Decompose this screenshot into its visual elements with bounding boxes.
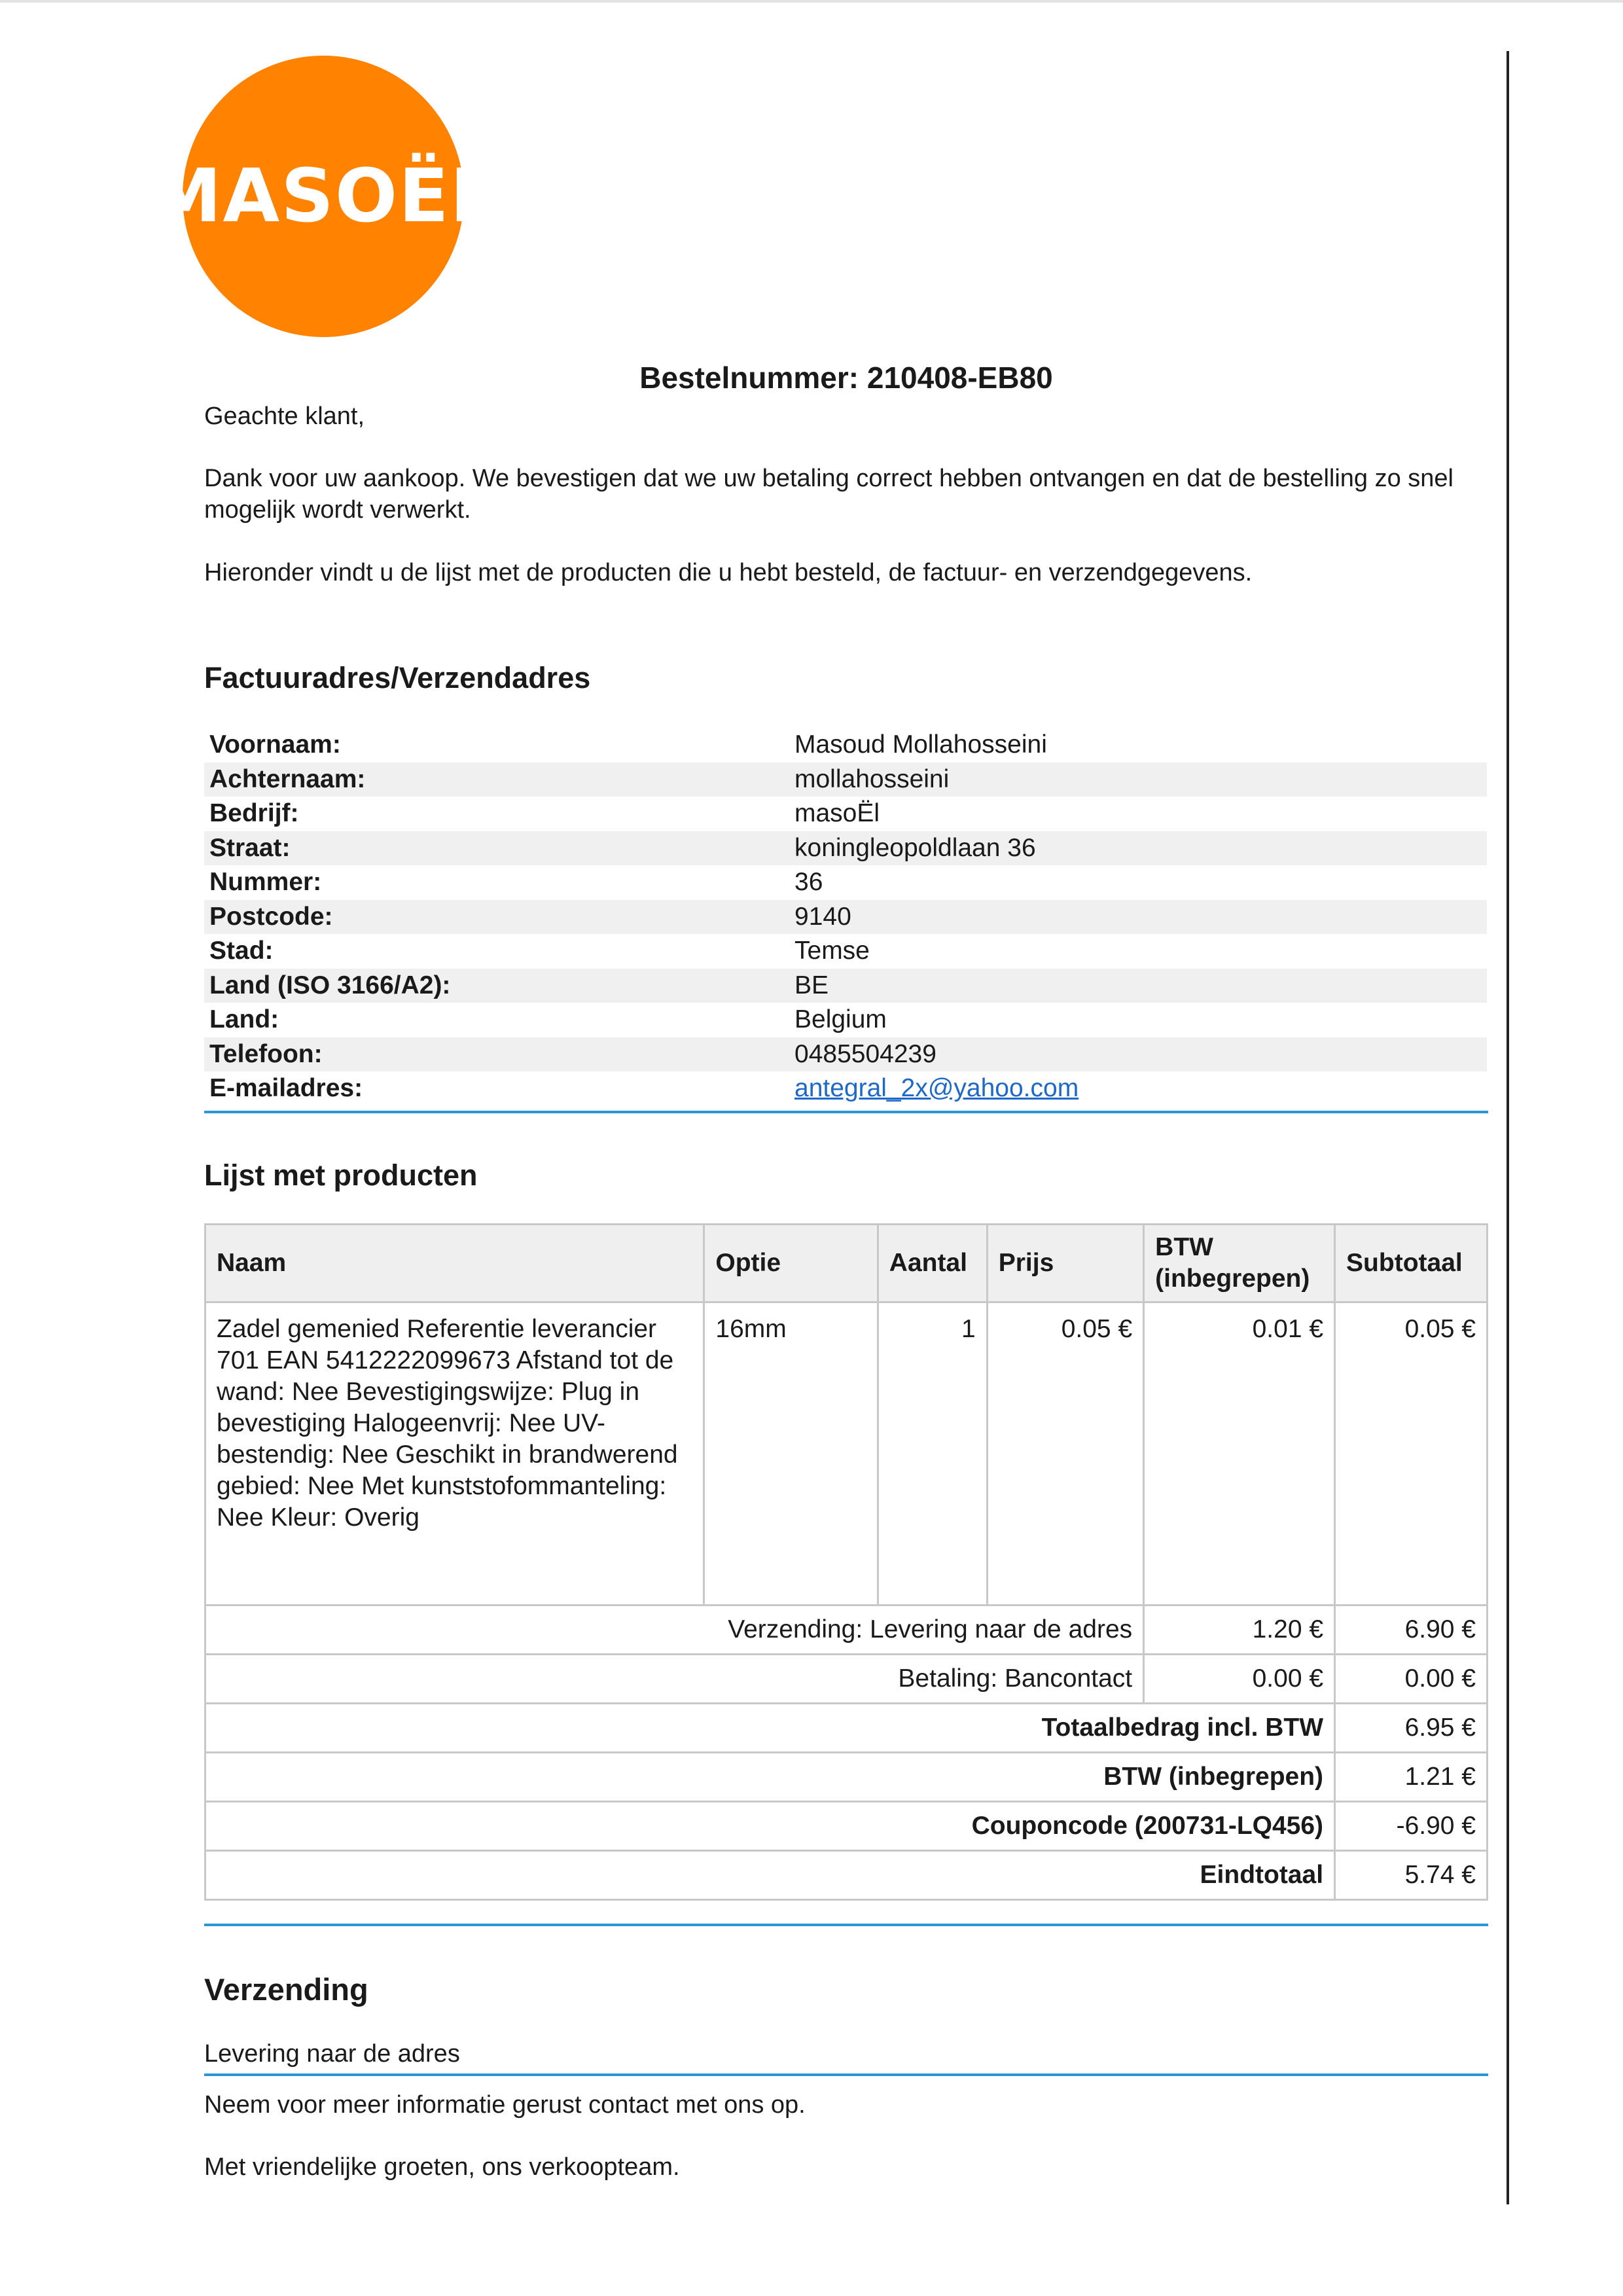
- grand-total-amount: 5.74 €: [1335, 1851, 1488, 1900]
- contact-note: Neem voor meer informatie gerust contact met ons op.: [204, 2091, 806, 2119]
- shipping-cost-vat: 1.20 €: [1144, 1605, 1335, 1655]
- company-logo: MASOËL: [183, 56, 464, 337]
- vat-included-label: BTW (inbegrepen): [205, 1753, 1335, 1802]
- address-label: Land:: [209, 1005, 279, 1034]
- address-label: Voornaam:: [209, 730, 341, 759]
- col-qty-header: Aantal: [878, 1225, 987, 1302]
- address-row: [204, 762, 1487, 797]
- address-row: [204, 934, 1487, 969]
- product-subtotal: 0.05 €: [1335, 1302, 1488, 1605]
- product-name: Zadel gemenied Referentie leverancier 701 EAN 5412222099673 Afstand tot de wand: Nee Bevestigingswijze: Plug in bevestiging Halogeenvrij: Nee UV-bestendig: Nee Geschikt in brandwerend gebied: Nee Met kunststofommanteling: Nee Kleur: Overig: [205, 1302, 704, 1605]
- product-option: 16mm: [704, 1302, 878, 1605]
- payment-cost-label: Betaling: Bancontact: [205, 1655, 1144, 1704]
- vat-included-amount: 1.21 €: [1335, 1753, 1488, 1802]
- payment-cost-amount: 0.00 €: [1335, 1655, 1488, 1704]
- address-value: Masoud Mollahosseini: [794, 730, 1047, 759]
- payment-cost-row: [205, 1655, 1488, 1704]
- products-divider: [204, 1924, 1488, 1926]
- product-row: [205, 1302, 1488, 1605]
- address-label: Bedrijf:: [209, 799, 299, 828]
- address-row: [204, 1071, 1487, 1106]
- address-row: [204, 1037, 1487, 1072]
- coupon-amount: -6.90 €: [1335, 1802, 1488, 1851]
- shipping-divider: [204, 2073, 1488, 2076]
- address-label: Land (ISO 3166/A2):: [204, 969, 789, 1003]
- right-border: [1507, 51, 1509, 2204]
- address-label: Telefoon:: [204, 1037, 789, 1072]
- product-vat: 0.01 €: [1144, 1302, 1335, 1605]
- coupon-label: Couponcode (200731-LQ456): [205, 1802, 1335, 1851]
- address-label: Straat:: [204, 831, 789, 866]
- coupon-row: [205, 1802, 1488, 1851]
- address-value: Belgium: [794, 1005, 887, 1034]
- col-option-header: Optie: [704, 1225, 878, 1302]
- grand-total-row: [205, 1851, 1488, 1900]
- address-row: [204, 969, 1487, 1003]
- payment-cost-vat: 0.00 €: [1144, 1655, 1335, 1704]
- address-row: [204, 831, 1487, 866]
- col-subtotal-header: Subtotaal: [1335, 1225, 1488, 1302]
- address-label: Achternaam:: [204, 762, 789, 797]
- address-table: [204, 728, 1487, 1106]
- address-row: [204, 865, 1487, 900]
- address-row: [204, 1003, 1487, 1037]
- address-heading: Factuuradres/Verzendadres: [204, 661, 591, 694]
- address-row: [204, 797, 1487, 831]
- product-qty: 1: [878, 1302, 987, 1605]
- grand-total-label: Eindtotaal: [205, 1851, 1335, 1900]
- col-price-header: Prijs: [987, 1225, 1143, 1302]
- address-value: mollahosseini: [789, 762, 1487, 797]
- address-label: Nummer:: [209, 868, 322, 897]
- address-divider: [204, 1111, 1488, 1113]
- total-incl-vat-amount: 6.95 €: [1335, 1704, 1488, 1753]
- products-table: [204, 1223, 1488, 1901]
- products-header-row: [205, 1225, 1488, 1302]
- address-value: 9140: [789, 900, 1487, 935]
- intro-paragraph: Dank voor uw aankoop. We bevestigen dat we uw betaling correct hebben ontvangen en dat de bestelling zo snel mogelijk wordt verwerkt.: [204, 465, 1454, 524]
- address-row: [204, 728, 1487, 762]
- address-label: Postcode:: [204, 900, 789, 935]
- col-name-header: Naam: [205, 1225, 704, 1302]
- product-price: 0.05 €: [987, 1302, 1143, 1605]
- address-value: masoËl: [794, 799, 880, 828]
- shipping-cost-amount: 6.90 €: [1335, 1605, 1488, 1655]
- address-value: [789, 1071, 1487, 1106]
- address-value: koningleopoldlaan 36: [789, 831, 1487, 866]
- address-row: [204, 900, 1487, 935]
- info-paragraph: Hieronder vindt u de lijst met de producten die u hebt besteld, de factuur- en verzendgegevens.: [204, 559, 1253, 586]
- email-link[interactable]: antegral_2x@yahoo.com: [794, 1074, 1079, 1103]
- top-border: [0, 0, 1623, 3]
- address-value: 0485504239: [789, 1037, 1487, 1072]
- products-heading: Lijst met producten: [204, 1158, 478, 1192]
- address-value: Temse: [794, 937, 870, 965]
- col-vat-header: BTW (inbegrepen): [1144, 1225, 1335, 1302]
- vat-included-row: [205, 1753, 1488, 1802]
- order-number-title: Bestelnummer: 210408-EB80: [639, 361, 1053, 395]
- address-label: Stad:: [209, 937, 274, 965]
- shipping-method: Levering naar de adres: [204, 2040, 460, 2068]
- total-incl-vat-label: Totaalbedrag incl. BTW: [205, 1704, 1335, 1753]
- greeting: Geachte klant,: [204, 403, 365, 430]
- total-incl-vat-row: [205, 1704, 1488, 1753]
- shipping-cost-row: [205, 1605, 1488, 1655]
- address-value: 36: [794, 868, 823, 897]
- address-value: BE: [789, 969, 1487, 1003]
- shipping-cost-label: Verzending: Levering naar de adres: [205, 1605, 1144, 1655]
- address-label: E-mailadres:: [209, 1074, 363, 1103]
- closing-note: Met vriendelijke groeten, ons verkoopteam.: [204, 2153, 680, 2181]
- shipping-heading: Verzending: [204, 1972, 368, 2007]
